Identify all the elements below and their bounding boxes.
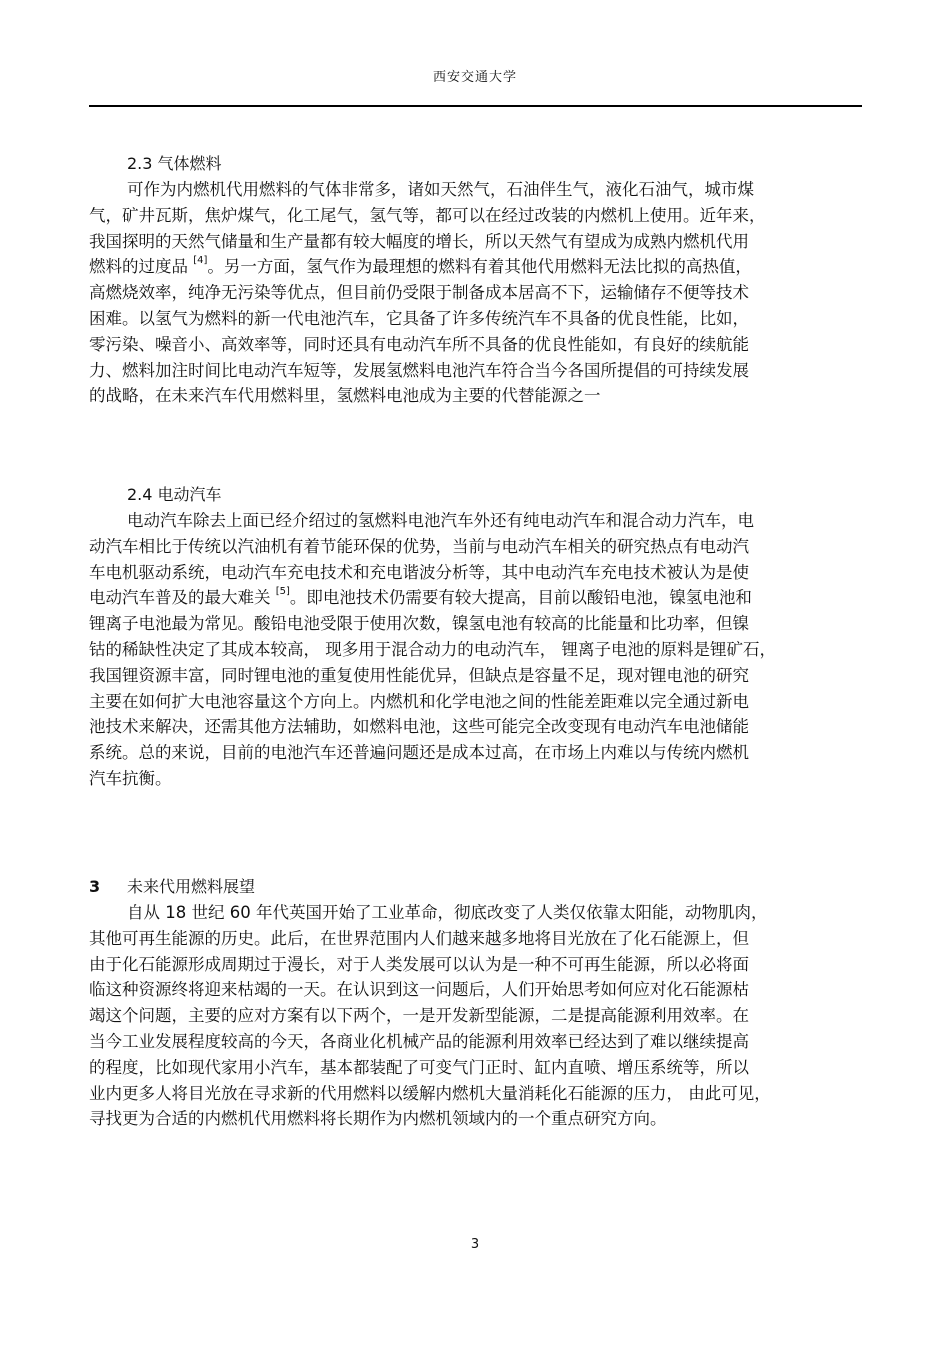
section-number: 3 (89, 877, 101, 896)
citation-ref: [5] (275, 586, 290, 598)
section-body-3 (89, 900, 862, 1132)
header-rule (89, 105, 862, 107)
body-line: 气，矿井瓦斯，焦炉煤气，化工尾气，氢气等，都可以在经过改装的内燃机上使用。近年来， (89, 205, 766, 225)
section-title: 未来代用燃料展望 (127, 877, 256, 896)
body-line: 困难。以氢气为燃料的新一代电池汽车，它具备了许多传统汽车不具备的优良性能，比如， (89, 308, 749, 328)
body-line: 池技术来解决，还需其他方法辅助，如燃料电池，这些可能完全改变现有电动汽车电池储能 (89, 717, 749, 737)
body-line: 可作为内燃机代用燃料的气体非常多，诸如天然气，石油伴生气，液化石油气，城市煤 (127, 180, 754, 199)
body-line: 力、燃料加注时间比电动汽车短等，发展氢燃料电池汽车符合当今各国所提倡的可持续发展 (89, 360, 749, 380)
section-heading-2-4: 2.4 电动汽车 (127, 485, 222, 504)
body-text: 。即电池技术仍需要有较大提高，目前以酸铅电池，镍氢电池和 (289, 588, 752, 608)
body-line: 业内更多人将目光放在寻求新的代用燃料以缓解内燃机大量消耗化石能源的压力， 由此可见， (89, 1083, 771, 1103)
page-number: 3 (470, 1237, 480, 1252)
body-line: 其他可再生能源的历史。此后，在世界范围内人们越来越多地将目光放在了化石能源上，但 (89, 928, 749, 948)
body-line-with-citation (89, 254, 862, 280)
citation-ref: [4] (193, 255, 208, 267)
section-heading-2-3: 2.3 气体燃料 (127, 154, 222, 173)
section-heading-3 (89, 874, 255, 897)
body-line: 锂离子电池最为常见。酸铅电池受限于使用次数，镍氢电池有较高的比能量和比功率，但镍 (89, 614, 749, 634)
body-text: 燃料的过度品 (89, 257, 194, 277)
body-line: 汽车抗衡。 (89, 768, 172, 788)
body-line: 钴的稀缺性决定了其成本较高， 现多用于混合动力的电动汽车， 锂离子电池的原料是锂矿石， (89, 639, 776, 659)
body-line: 临这种资源终将迎来枯竭的一天。在认识到这一问题后，人们开始思考如何应对化石能源枯 (89, 980, 749, 1000)
body-text: 。另一方面，氢气作为最理想的燃料有着其他代用燃料无法比拟的高热值， (207, 257, 752, 277)
body-line: 我国探明的天然气储量和生产量都有较大幅度的增长，所以天然气有望成为成熟内燃机代用 (89, 231, 749, 251)
body-line: 动汽车相比于传统以汽油机有着节能环保的优势，当前与电动汽车相关的研究热点有电动汽 (89, 536, 749, 556)
body-line: 当今工业发展程度较高的今天，各商业化机械产品的能源利用效率已经达到了难以继续提高 (89, 1031, 749, 1051)
body-text: 电动汽车普及的最大难关 (89, 588, 276, 608)
body-line: 主要在如何扩大电池容量这个方向上。内燃机和化学电池之间的性能差距难以完全通过新电 (89, 691, 749, 711)
body-line: 我国锂资源丰富，同时锂电池的重复使用性能优异，但缺点是容量不足，现对锂电池的研究 (89, 665, 749, 685)
page-header-title: 西安交通大学 (432, 70, 517, 85)
body-line: 自从 18 世纪 60 年代英国开始了工业革命，彻底改变了人类仅依靠太阳能，动物肌肉， (127, 903, 768, 922)
body-line: 电动汽车除去上面已经介绍过的氢燃料电池汽车外还有纯电动汽车和混合动力汽车，电 (127, 511, 754, 530)
body-line: 车电机驱动系统，电动汽车充电技术和充电谐波分析等，其中电动汽车充电技术被认为是使 (89, 562, 749, 582)
body-line: 高燃烧效率，纯净无污染等优点，但目前仍受限于制备成本居高不下，运输储存不便等技术 (89, 283, 749, 303)
section-body-2-3 (89, 177, 862, 409)
body-line: 的程度，比如现代家用小汽车，基本都装配了可变气门正时、缸内直喷、增压系统等，所以 (89, 1057, 749, 1077)
body-line-with-citation (89, 585, 862, 611)
body-line: 由于化石能源形成周期过于漫长，对于人类发展可以认为是一种不可再生能源，所以必将面 (89, 954, 749, 974)
body-line: 的战略，在未来汽车代用燃料里，氢燃料电池成为主要的代替能源之一 (89, 386, 601, 406)
body-line: 寻找更为合适的内燃机代用燃料将长期作为内燃机领域内的一个重点研究方向。 (89, 1109, 667, 1129)
body-line: 竭这个问题，主要的应对方案有以下两个，一是开发新型能源，二是提高能源利用效率。在 (89, 1006, 749, 1026)
body-line: 零污染、噪音小、高效率等，同时还具有电动汽车所不具备的优良性能如，有良好的续航能 (89, 334, 749, 354)
section-body-2-4 (89, 508, 862, 792)
body-line: 系统。总的来说，目前的电池汽车还普遍问题还是成本过高，在市场上内难以与传统内燃机 (89, 743, 749, 763)
